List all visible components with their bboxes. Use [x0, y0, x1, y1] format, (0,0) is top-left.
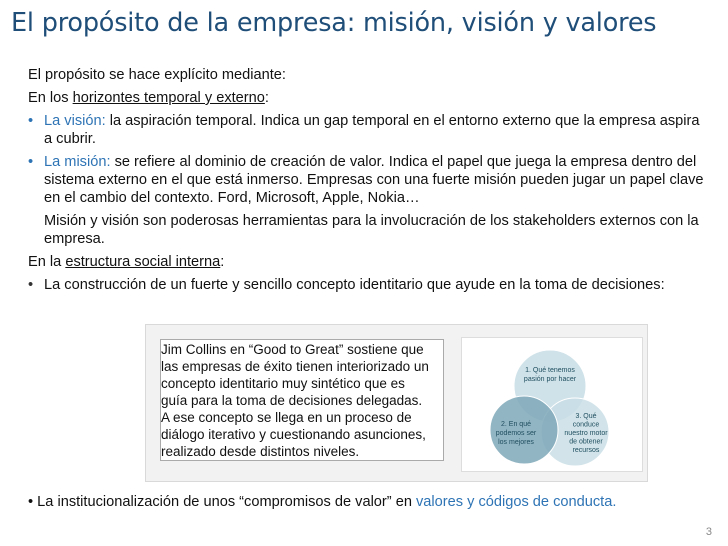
institucionalizacion-text: La institucionalización de unos “compromisos de valor” en — [37, 494, 416, 510]
vision-text: la aspiración temporal. Indica un gap temporal en el entorno externo que la empresa aspira a cubrir. — [44, 113, 700, 147]
page-number: 3 — [705, 526, 712, 538]
construction-text: La construcción de un fuerte y sencillo concepto identitario que ayude en la toma de decisiones: — [44, 277, 665, 293]
slide-title: El propósito de la empresa: misión, visión y valores — [11, 8, 657, 38]
quote-line: realizado desde distintos niveles. — [161, 444, 360, 459]
bullet-icon: • — [28, 154, 34, 170]
venn-label-2: 2. En qué podemos ser los mejores — [495, 421, 537, 446]
horizons-suffix: : — [264, 90, 269, 106]
mission-text: se refiere al dominio de creación de valor. Indica el papel que juega la empresa dentro del sistema externo en el que está inmerso. Empresas con una fuerte misión pueden jugar un papel clave en el cambio del contexto. Ford, Microsoft, Apple, Nokia… — [44, 154, 704, 206]
bullet-icon: • — [28, 494, 34, 510]
venn-label-3: 3. Qué conduce nuestro motor de obtener recursos — [564, 413, 608, 454]
quote-line: guía para la toma de decisiones delegadas. — [161, 393, 423, 408]
bullet-icon: • — [28, 277, 34, 293]
vision-bullet — [28, 112, 708, 148]
structure-heading — [28, 253, 708, 271]
venn-label-1: 1. Qué tenemos pasión por hacer — [523, 367, 577, 383]
structure-suffix: : — [220, 254, 225, 270]
construction-bullet — [28, 276, 708, 294]
quote-line: Jim Collins en “Good to Great” sostiene que — [161, 342, 424, 357]
collins-quote-box — [160, 339, 444, 461]
mission-label: La misión: — [44, 154, 111, 170]
quote-line: las empresas de éxito tienen interiorizado un — [161, 359, 429, 374]
structure-prefix: En la — [28, 254, 66, 270]
vision-label: La visión: — [44, 113, 106, 129]
horizons-heading — [28, 89, 708, 107]
horizons-link: horizontes temporal y externo — [72, 90, 265, 106]
mission-bullet — [28, 153, 708, 207]
quote-line: concepto identitario muy sintético que es — [161, 376, 405, 391]
tools-text: Misión y visión son poderosas herramientas para la involucración de los stakeholders externos con la empresa. — [44, 213, 699, 247]
structure-link: estructura social interna — [65, 254, 221, 270]
quote-line: diálogo iterativo y cuestionando asunciones, — [161, 427, 426, 442]
intro-text: El propósito se hace explícito mediante: — [28, 67, 286, 83]
quote-line: A ese concepto se llega en un proceso de — [161, 410, 412, 425]
horizons-prefix: En los — [28, 90, 73, 106]
institucionalizacion-bullet — [28, 493, 616, 511]
venn-diagram-svg — [462, 338, 644, 473]
bullet-icon: • — [28, 113, 34, 129]
slide-body — [28, 66, 708, 299]
callout-panel — [145, 324, 648, 482]
institucionalizacion-highlight: valores y códigos de conducta. — [416, 494, 617, 510]
venn-diagram — [461, 337, 643, 472]
